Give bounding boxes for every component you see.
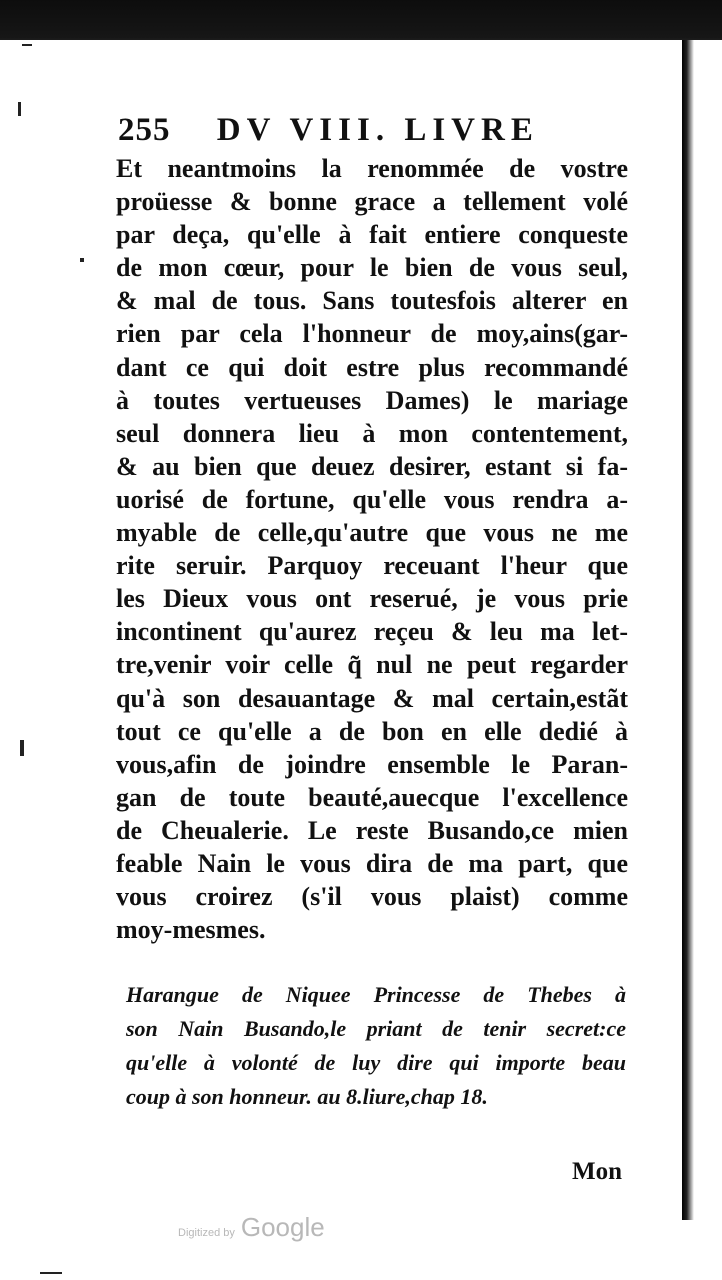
scan-speck bbox=[40, 1272, 62, 1274]
caption-line: Harangue de Niquee Princesse de Thebes à bbox=[126, 982, 626, 1007]
watermark-brand: Google bbox=[240, 1212, 325, 1242]
text-line: rite seruir. Parquoy receuant l'heur que bbox=[116, 551, 628, 581]
text-line: tre,venir voir celle q̃ nul ne peut regarder bbox=[116, 650, 628, 680]
text-line: Et neantmoins la renommée de vostre bbox=[116, 154, 628, 183]
text-line: & mal de tous. Sans toutesfois alterer en bbox=[116, 286, 628, 316]
running-header bbox=[118, 112, 638, 156]
catchword: Mon bbox=[572, 1158, 622, 1185]
harangue-caption bbox=[126, 978, 626, 1114]
text-line: de mon cœur, pour le bien de vous seul, bbox=[116, 253, 628, 283]
scan-speck bbox=[22, 44, 32, 46]
text-line: les Dieux vous ont reserué, je vous prie bbox=[116, 584, 628, 614]
text-line: vous,afin de joindre ensemble le Paran- bbox=[116, 749, 628, 779]
text-line: & au bien que deuez desirer, estant si fa- bbox=[116, 451, 628, 481]
scan-speck bbox=[18, 102, 21, 116]
text-line: par deça, qu'elle à fait entiere conqueste bbox=[116, 220, 628, 250]
text-line: proüesse & bonne grace a tellement volé bbox=[116, 187, 628, 217]
text-line: feable Nain le vous dira de ma part, que bbox=[116, 848, 628, 878]
page-fold-shadow bbox=[682, 40, 694, 1220]
letter-body bbox=[116, 152, 628, 946]
caption-line: coup à son honneur. au 8.liure,chap 18. bbox=[126, 1084, 488, 1109]
watermark-prefix: Digitized by bbox=[178, 1227, 235, 1239]
text-line: qu'à son desauantage & mal certain,estãt bbox=[116, 683, 628, 713]
text-line: de Cheualerie. Le reste Busando,ce mien bbox=[116, 815, 628, 845]
text-line: incontinent qu'aurez reçeu & leu ma let- bbox=[116, 617, 628, 647]
text-line: rien par cela l'honneur de moy,ains(gar- bbox=[116, 319, 628, 349]
text-line: seul donnera lieu à mon contentement, bbox=[116, 418, 628, 448]
scan-speck bbox=[80, 258, 84, 262]
scan-speck bbox=[20, 740, 24, 756]
text-line: dant ce qui doit estre plus recommandé bbox=[116, 352, 628, 382]
text-line: myable de celle,qu'autre que vous ne me bbox=[116, 518, 628, 548]
text-line: gan de toute beauté,auecque l'excellence bbox=[116, 782, 628, 812]
text-line: moy-mesmes. bbox=[116, 915, 266, 945]
text-line: tout ce qu'elle a de bon en elle dedié à bbox=[116, 716, 628, 746]
google-watermark bbox=[178, 1212, 338, 1252]
text-line: uorisé de fortune, qu'elle vous rendra a- bbox=[116, 484, 628, 514]
text-line: vous croirez (s'il vous plaist) comme bbox=[116, 882, 628, 912]
running-title: DV VIII. LIVRE bbox=[216, 112, 539, 148]
text-line: à toutes vertueuses Dames) le mariage bbox=[116, 385, 628, 415]
page-number: 255 bbox=[118, 112, 171, 148]
caption-line: qu'elle à volonté de luy dire qui importe beau bbox=[126, 1050, 626, 1075]
caption-line: son Nain Busando,le priant de tenir secret:ce bbox=[126, 1016, 626, 1041]
